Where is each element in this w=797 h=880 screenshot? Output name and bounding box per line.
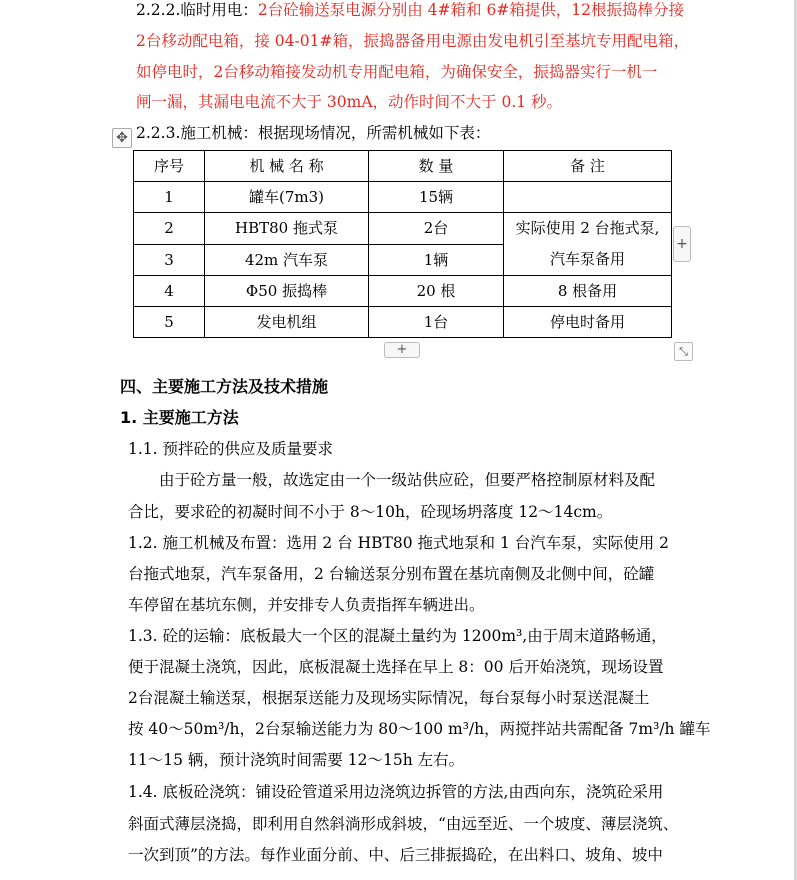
add-column-button[interactable]: + [673, 226, 691, 262]
table-row [134, 276, 672, 307]
cell-no: 2 [134, 213, 205, 245]
section-2-2-2-label: 2.2.2.临时用电： [136, 1, 258, 19]
section-1-3-line-4: 按 40～50m³/h，2台泵输送能力为 80～100 m³/h，两搅拌站共需配备 7m³/h 罐车 [128, 720, 711, 738]
cell-no: 1 [134, 182, 205, 213]
table-row [134, 213, 672, 245]
cell-note: 8 根备用 [504, 276, 672, 307]
section-1-1-line-2: 合比，要求砼的初凝时间不小于 8～10h，砼现场坍落度 12～14cm。 [128, 503, 613, 521]
section-1-2-line-1: 1.2. 施工机械及布置：选用 2 台 HBT80 拖式地泵和 1 台汽车泵，实际使用 2 [128, 534, 670, 552]
table-row [134, 307, 672, 338]
section-2-2-2-line-2: 2台移动配电箱，接 04-01#箱，振捣器备用电源由发电机引至基坑专用配电箱， [136, 32, 689, 50]
cell-note [504, 182, 672, 213]
section-1-3-line-2: 便于混凝土浇筑，因此，底板混凝土选择在早上 8：00 后开始浇筑，现场设置 [128, 658, 664, 676]
cell-name: Φ50 振捣棒 [205, 276, 369, 307]
cell-name: HBT80 拖式泵 [205, 213, 369, 245]
section-1-2-line-3: 车停留在基坑东侧，并安排专人负责指挥车辆进出。 [128, 596, 485, 614]
header-note: 备 注 [504, 151, 672, 182]
table-row [134, 182, 672, 213]
section-1-heading: 1. 主要施工方法 [120, 408, 239, 427]
section-1-2-line-2: 台拖式地泵，汽车泵备用，2 台输送泵分别布置在基坑南侧及北侧中间，砼罐 [128, 565, 655, 583]
cell-note-merged [504, 213, 672, 276]
cell-qty: 1辆 [369, 244, 504, 276]
section-2-2-2-line-1 [136, 0, 684, 20]
section-4-heading: 四、主要施工方法及技术措施 [120, 377, 329, 396]
header-name: 机 械 名 称 [205, 151, 369, 182]
section-1-4-line-1: 1.4. 底板砼浇筑：铺设砼管道采用边浇筑边拆管的方法,由西向东，浇筑砼采用 [128, 783, 664, 801]
merged-note-line-2: 汽车泵备用 [549, 250, 625, 268]
cell-name: 42m 汽车泵 [205, 244, 369, 276]
table-resize-handle[interactable]: ⤡ [674, 342, 693, 361]
cell-qty: 1台 [369, 307, 504, 338]
cell-qty: 2台 [369, 213, 504, 245]
section-1-3-line-1: 1.3. 砼的运输：底板最大一个区的混凝土量约为 1200m³,由于周末道路畅通， [128, 627, 667, 645]
cell-name: 罐车(7m3) [205, 182, 369, 213]
cell-note: 停电时备用 [504, 307, 672, 338]
section-1-4-line-3: 一次到顶”的方法。每作业面分前、中、后三排振捣砼，在出料口、坡角、坡中 [128, 846, 663, 864]
section-2-2-2-line-3: 如停电时，2台移动箱接发动机专用配电箱，为确保安全，振捣器实行一机一 [136, 63, 658, 81]
section-1-1-title: 1.1. 预拌砼的供应及质量要求 [128, 440, 334, 458]
header-no: 序号 [134, 151, 205, 182]
header-qty: 数 量 [369, 151, 504, 182]
section-2-2-2-text: 2台砼输送泵电源分别由 4#箱和 6#箱提供，12根振捣棒分接 [257, 1, 685, 19]
cell-no: 4 [134, 276, 205, 307]
section-1-3-line-5: 11～15 辆，预计浇筑时间需要 12～15h 左右。 [128, 751, 465, 769]
cell-qty: 20 根 [369, 276, 504, 307]
table-move-handle[interactable]: ✥ [112, 128, 132, 148]
cell-name: 发电机组 [205, 307, 369, 338]
add-row-button[interactable]: + [384, 342, 420, 358]
section-1-4-line-2: 斜面式薄层浇捣，即利用自然斜淌形成斜坡，“由远至近、一个坡度、薄层浇筑、 [128, 815, 679, 833]
machinery-table [133, 150, 672, 338]
cell-no: 3 [134, 244, 205, 276]
merged-note-line-1: 实际使用 2 台拖式泵, [515, 219, 660, 237]
section-1-3-line-3: 2台混凝土输送泵，根据泵送能力及现场实际情况，每台泵每小时泵送混凝土 [128, 689, 650, 707]
section-1-1-line-1: 由于砼方量一般，故选定由一个一级站供应砼，但要严格控制原材料及配 [159, 471, 656, 489]
cell-qty: 15辆 [369, 182, 504, 213]
section-2-2-2-line-4: 闸一漏，其漏电电流不大于 30mA，动作时间不大于 0.1 秒。 [136, 93, 563, 111]
section-2-2-3-title: 2.2.3.施工机械：根据现场情况，所需机械如下表： [136, 124, 491, 142]
table-header-row [134, 151, 672, 182]
cell-no: 5 [134, 307, 205, 338]
